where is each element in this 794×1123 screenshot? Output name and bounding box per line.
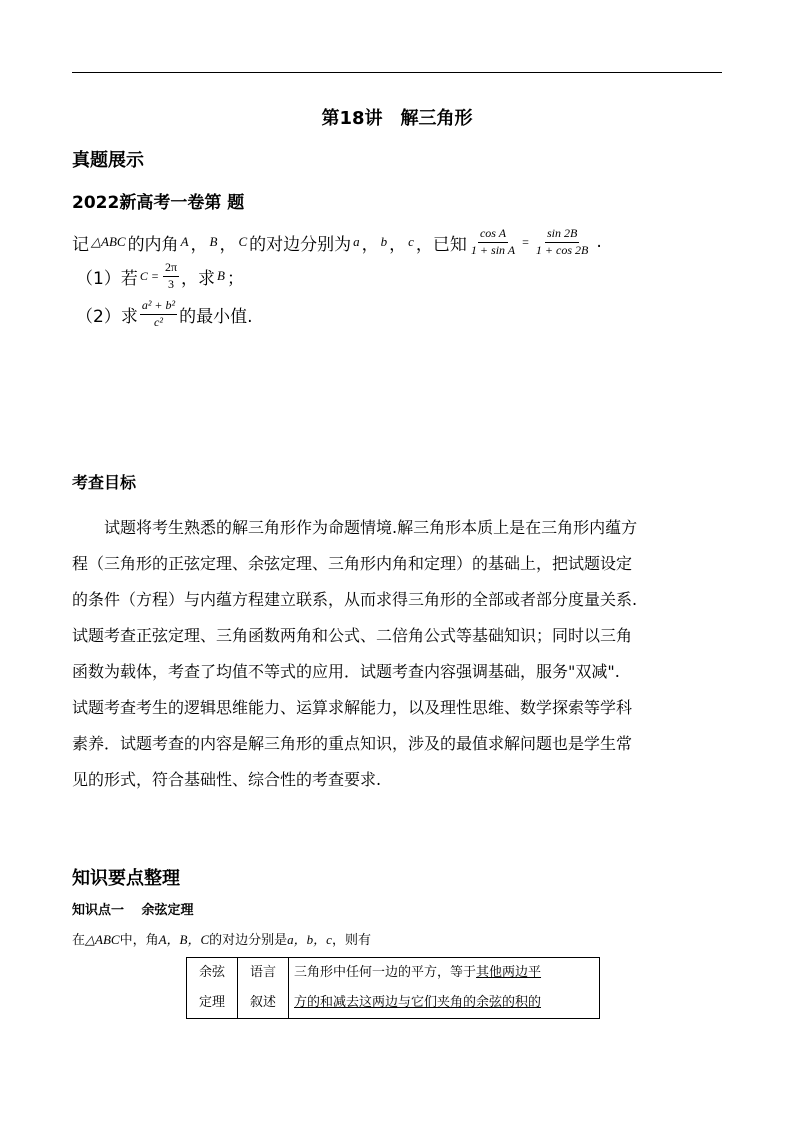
stem-prefix: 记: [72, 234, 89, 255]
part1-end: ；: [226, 268, 244, 289]
goal-heading: 考查目标: [72, 473, 137, 492]
goal-line: 函数为载体，考查了均值不等式的应用．试题考查内容强调基础，服务"双减".: [72, 662, 620, 681]
part1-c-eq: C =: [139, 268, 159, 283]
cell-line: 叙述: [249, 995, 276, 1010]
side-b: b: [380, 234, 388, 249]
cell-line: 语言: [249, 965, 276, 980]
intro-suffix: ，则有: [331, 933, 371, 948]
problem-part-2: [76, 296, 253, 332]
problem-stem: [72, 224, 602, 260]
knowledge-point-1-heading: 知识点一 余弦定理: [72, 903, 194, 918]
fraction-denominator: 1 + cos 2B: [535, 242, 589, 257]
goal-line: 试题考查正弦定理、三角函数两角和公式、二倍角公式等基础知识；同时以三角: [72, 626, 633, 645]
goal-line: 试题将考生熟悉的解三角形作为命题情境.解三角形本质上是在三角形内蕴方: [72, 518, 638, 537]
equals-sign: =: [522, 234, 529, 249]
stem-known: ，已知: [415, 234, 467, 255]
knowledge-point-1-intro: [72, 929, 371, 948]
part1-find: ，求: [181, 268, 215, 289]
intro-mid2: 的对边分别是: [209, 933, 288, 948]
period: .: [596, 232, 602, 252]
angle-b: B: [209, 234, 218, 249]
fraction-cosA: [469, 227, 517, 258]
statement-underlined-line: 方的和减去这两边与它们夹角的余弦的积的: [294, 995, 542, 1010]
part1-var: B: [217, 268, 225, 283]
fraction-denominator: 1 + sin A: [470, 242, 516, 257]
comma: ，: [389, 234, 407, 255]
lecture-title: 第18讲 解三角形: [321, 108, 473, 129]
fraction-numerator: sin 2B: [545, 227, 579, 243]
part2-label: （2）求: [76, 306, 138, 327]
table-cell-name: [187, 958, 238, 1019]
part2-end: 的最小值.: [179, 306, 253, 327]
comma: ，: [219, 234, 237, 255]
triangle-symbol: △ABC: [91, 234, 126, 249]
exam-title: 2022新高考一卷第 题: [72, 193, 245, 213]
cell-line: 余弦: [198, 965, 225, 980]
statement-plain: 三角形中任何一边的平方，等于: [294, 965, 477, 980]
fraction-denominator: 3: [167, 276, 174, 291]
side-a: a: [353, 234, 360, 249]
fraction-denominator: c²: [154, 314, 163, 329]
fraction-numerator: cos A: [478, 227, 508, 243]
cosine-law-table: [186, 957, 600, 1019]
angle-c: C: [238, 234, 248, 249]
fraction-numerator: a² + b²: [140, 299, 177, 315]
intro-angles: A，B，C: [158, 932, 210, 947]
fraction-a2b2-over-c2: [140, 299, 177, 330]
section-heading-real-questions: 真题展示: [72, 150, 144, 171]
stem-sides: 的对边分别为: [249, 234, 352, 255]
intro-sides: a，b，c: [287, 932, 332, 947]
table-cell-type: [238, 958, 289, 1019]
part1-label: （1）若: [76, 268, 138, 289]
goal-line: 见的形式，符合基础性、综合性的考查要求.: [72, 770, 382, 789]
goal-line: 试题考查考生的逻辑思维能力、运算求解能力，以及理性思维、数学探索等学科: [72, 698, 633, 717]
cell-line: [294, 958, 594, 988]
problem-part-1: [76, 258, 244, 294]
knowledge-heading: 知识要点整理: [72, 868, 180, 889]
fraction-numerator: 2π: [163, 261, 179, 277]
stem-mid: 的内角: [127, 234, 179, 255]
header-rule: [72, 72, 722, 73]
intro-prefix: 在: [72, 933, 86, 948]
intro-triangle: △ABC: [85, 932, 120, 947]
goal-line: 程（三角形的正弦定理、余弦定理、三角形内角和定理）的基础上，把试题设定: [72, 554, 633, 573]
table-cell-statement: [289, 958, 600, 1019]
goal-line: 素养．试题考查的内容是解三角形的重点知识，涉及的最值求解问题也是学生常: [72, 734, 633, 753]
statement-underlined: 其他两边平: [476, 965, 542, 980]
cell-line: 定理: [198, 995, 225, 1010]
goal-paragraph: [72, 510, 722, 798]
comma: ，: [190, 234, 208, 255]
fraction-sin2B: [534, 227, 590, 258]
intro-mid: 中，角: [119, 933, 159, 948]
side-c: c: [408, 234, 414, 249]
fraction-2pi-over-3: [163, 261, 179, 292]
angle-a: A: [180, 234, 189, 249]
goal-line: 的条件（方程）与内蕴方程建立联系，从而求得三角形的全部或者部分度量关系.: [72, 590, 638, 609]
comma: ，: [361, 234, 379, 255]
